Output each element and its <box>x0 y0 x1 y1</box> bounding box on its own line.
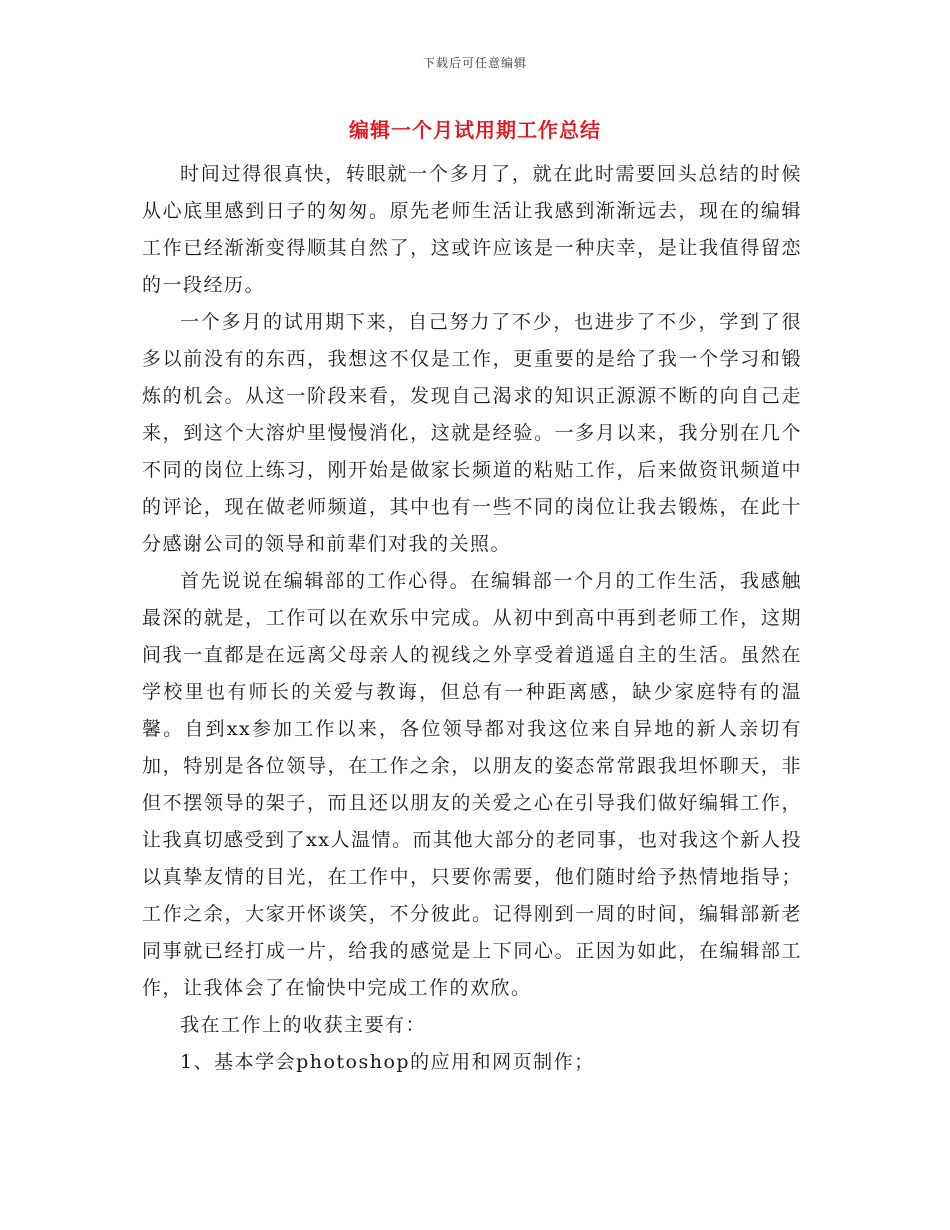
paragraph-editorial-experience: 首先说说在编辑部的工作心得。在编辑部一个月的工作生活，我感触最深的就是，工作可以在欢乐中完成。从初中到高中再到老师工作，这期间我一直都是在远离父母亲人的视线之外享受着逍遥自主的生活。虽然在学校里也有师长的关爱与教诲，但总有一种距离感，缺少家庭特有的温馨。自到xx参加工作以来，各位领导都对我这位来自异地的新人亲切有加，特别是各位领导，在工作之余，以朋友的姿态常常跟我坦怀聊天，非但不摆领导的架子，而且还以朋友的关爱之心在引导我们做好编辑工作，让我真切感受到了xx人温情。而其他大部分的老同事，也对我这个新人投以真挚友情的目光，在工作中，只要你需要，他们随时给予热情地指导；工作之余，大家开怀谈笑，不分彼此。记得刚到一周的时间，编辑部新老同事就已经打成一片，给我的感觉是上下同心。正因为如此，在编辑部工作，让我体会了在愉快中完成工作的欢欣。 <box>142 570 802 999</box>
paragraph-gain-item-1: 1、基本学会photoshop的应用和网页制作； <box>180 1051 595 1073</box>
paragraph-intro: 时间过得很真快，转眼就一个多月了，就在此时需要回头总结的时候从心底里感到日子的匆匆。原先老师生活让我感到渐渐远去，现在的编辑工作已经渐渐变得顺其自然了，这或许应该是一种庆幸，是让我值得留恋的一段经历。 <box>142 163 802 296</box>
header-note: 下载后可任意编辑 <box>422 56 527 70</box>
document-title: 编辑一个月试用期工作总结 <box>349 118 601 142</box>
document-body <box>142 156 802 1081</box>
paragraph-trial-period: 一个多月的试用期下来，自己努力了不少，也进步了不少，学到了很多以前没有的东西，我想这不仅是工作，更重要的是给了我一个学习和锻炼的机会。从这一阶段来看，发现自己渴求的知识正源源不断的向自己走来，到这个大溶炉里慢慢消化，这就是经验。一多月以来，我分别在几个不同的岗位上练习，刚开始是做家长频道的粘贴工作，后来做资讯频道中的评论，现在做老师频道，其中也有一些不同的岗位让我去锻炼，在此十分感谢公司的领导和前辈们对我的关照。 <box>142 311 802 555</box>
paragraph-gains-heading: 我在工作上的收获主要有： <box>180 1014 427 1036</box>
